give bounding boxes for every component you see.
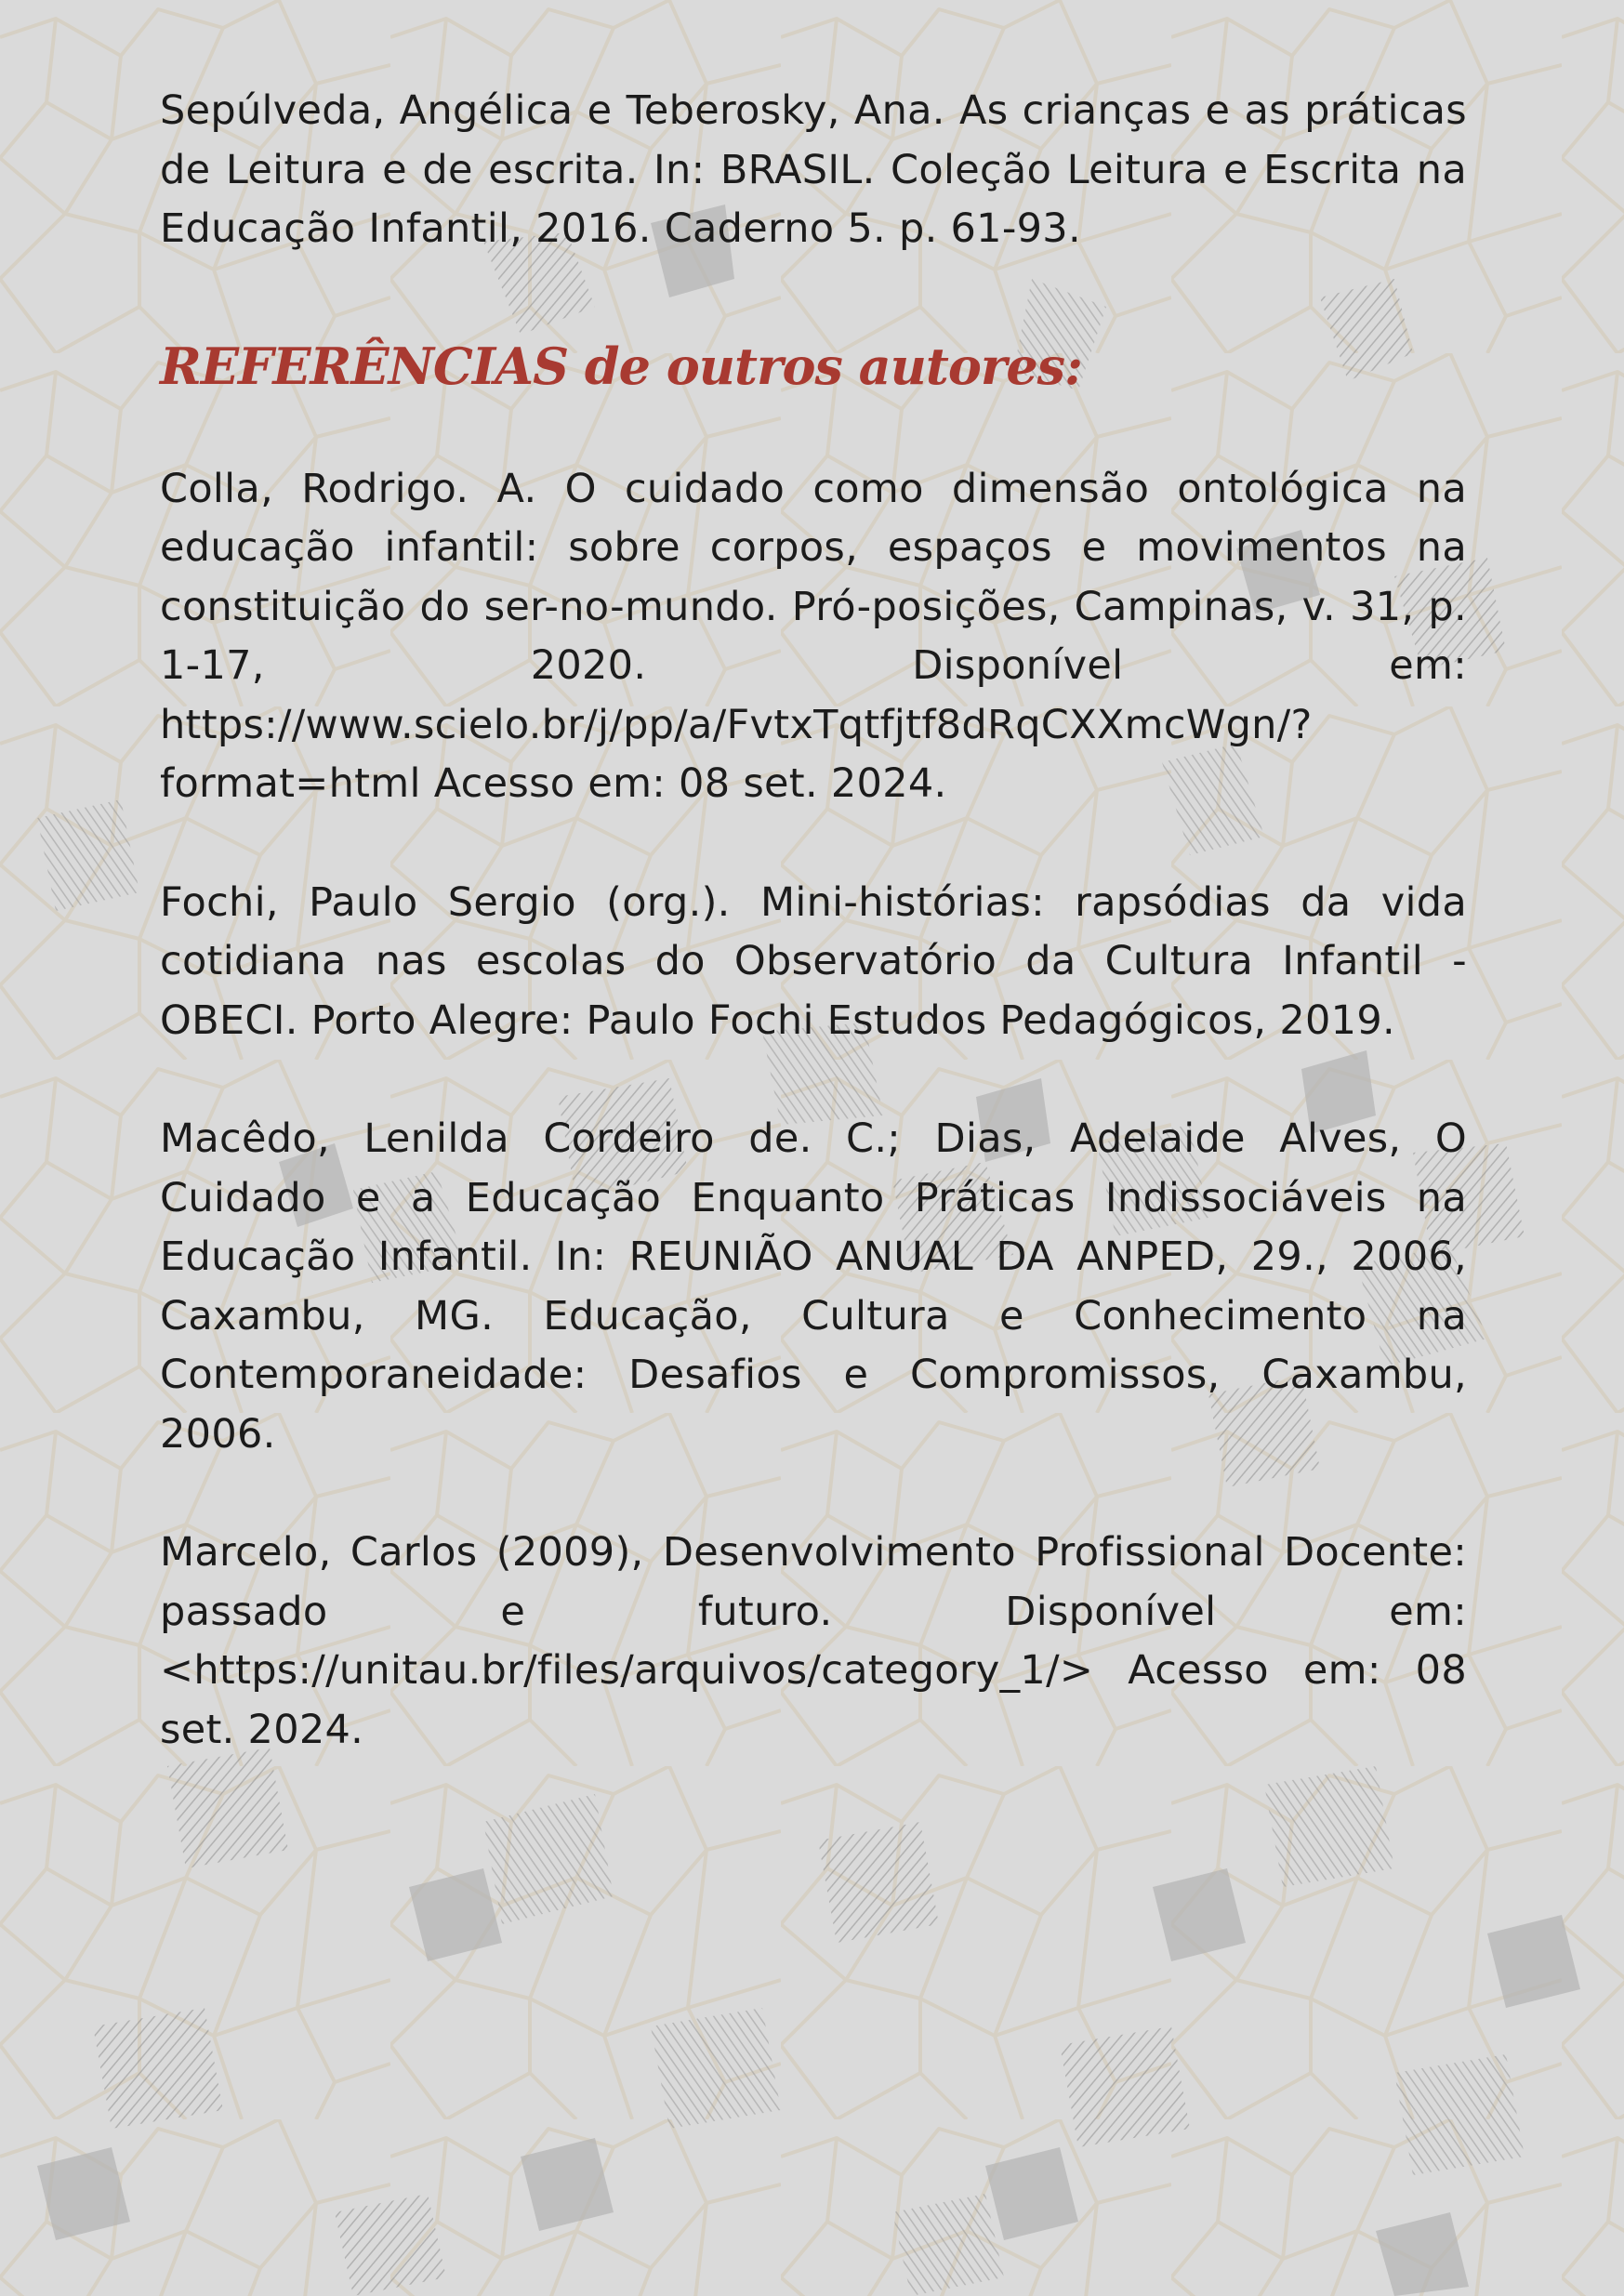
- reference-entry: Marcelo, Carlos (2009), Desenvolvimento Profissional Docente: passado e futuro. Disponível em: <https://unitau.br/files/arquivos/category_1/> Acesso em: 08 set. 2024.: [160, 1529, 1467, 1753]
- reference-entry: Sepúlveda, Angélica e Teberosky, Ana. As crianças e as práticas de Leitura e de escrita. In: BRASIL. Coleção Leitura e Escrita na Educação Infantil, 2016. Caderno 5. p. 61-93.: [160, 87, 1467, 252]
- reference-entry: Fochi, Paulo Sergio (org.). Mini-histórias: rapsódias da vida cotidiana nas escolas do Observatório da Cultura Infantil - OBECI. Porto Alegre: Paulo Fochi Estudos Pedagógicos, 2019.: [160, 878, 1467, 1044]
- reference-entry: Colla, Rodrigo. A. O cuidado como dimensão ontológica na educação infantil: sobre corpos, espaços e movimentos na constituição do ser-no-mundo. Pró-posições, Campinas, v. 31, p. 1-17, 2020. Disponível em: https://www.scielo.br/j/pp/a/FvtxTqtfjtf8dRqCXXmcWgn/?format=html Acesso em: 08 set. 2024.: [160, 465, 1467, 807]
- reference-entry: Macêdo, Lenilda Cordeiro de. C.; Dias, Adelaide Alves, O Cuidado e a Educação Enquanto Práticas Indissociáveis na Educação Infantil. In: REUNIÃO ANUAL DA ANPED, 29., 2006, Caxambu, MG. Educação, Cultura e Conhecimento na Contemporaneidade: Desafios e Compromissos, Caxambu, 2006.: [160, 1115, 1467, 1458]
- section-heading: REFERÊNCIAS de outros autores:: [160, 336, 1083, 396]
- references-content: [160, 82, 1467, 1760]
